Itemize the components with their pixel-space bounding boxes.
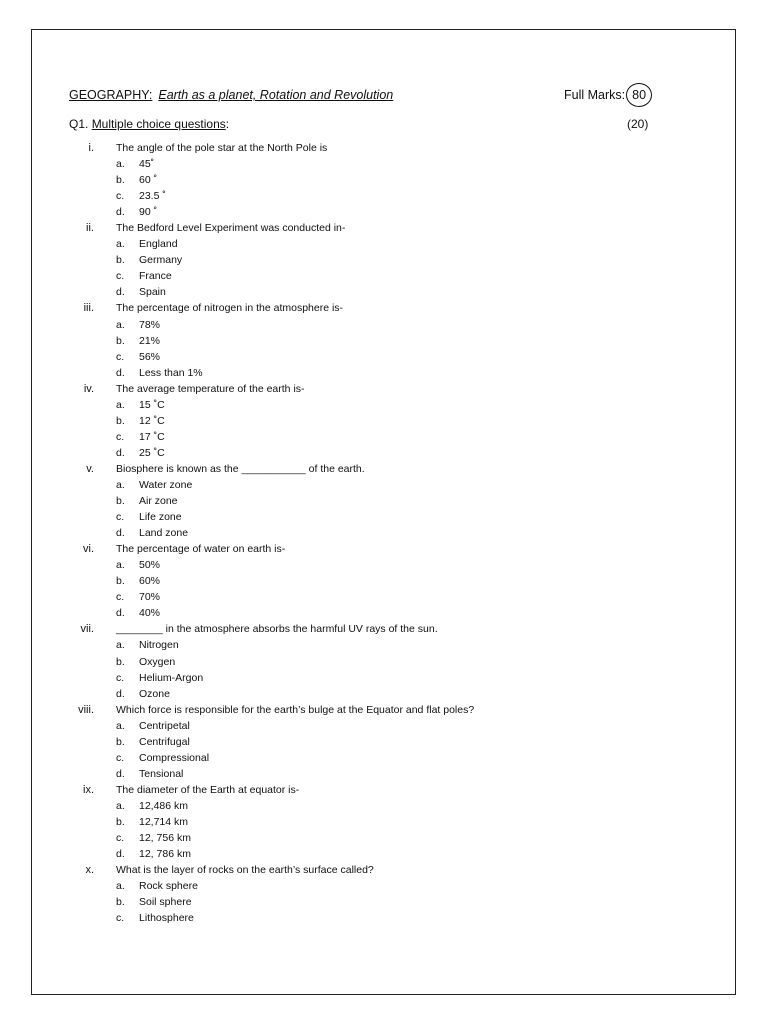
option-item xyxy=(0,910,768,926)
option-item xyxy=(0,156,768,172)
question-list xyxy=(0,140,768,926)
question-item xyxy=(0,862,768,878)
question-text: Biosphere is known as the ___________ of the earth. xyxy=(116,462,365,475)
option-letter: c. xyxy=(116,591,125,604)
option-item xyxy=(0,317,768,333)
question-text: The diameter of the Earth at equator is- xyxy=(116,783,300,796)
subject-title: GEOGRAPHY: xyxy=(69,88,153,102)
option-text: Centrifugal xyxy=(139,735,190,748)
option-letter: a. xyxy=(116,398,125,411)
option-item xyxy=(0,798,768,814)
option-item xyxy=(0,188,768,204)
option-text: Air zone xyxy=(139,495,178,508)
option-text: Centripetal xyxy=(139,719,190,732)
option-letter: d. xyxy=(116,286,125,299)
option-letter: a. xyxy=(116,238,125,251)
option-text: 60 ˚ xyxy=(139,174,158,187)
option-item xyxy=(0,349,768,365)
option-text: 12, 786 km xyxy=(139,848,191,861)
option-item xyxy=(0,605,768,621)
option-text: Land zone xyxy=(139,527,189,540)
option-text: Spain xyxy=(139,286,166,299)
option-item xyxy=(0,204,768,220)
topic-title: Earth as a planet, Rotation and Revolution xyxy=(158,88,394,102)
question-text: The percentage of nitrogen in the atmosphere is- xyxy=(116,302,344,315)
full-marks-value: 80 xyxy=(626,83,652,107)
question-item xyxy=(0,702,768,718)
option-item xyxy=(0,766,768,782)
full-marks-label: Full Marks: xyxy=(564,88,626,102)
option-letter: b. xyxy=(116,575,125,588)
option-item xyxy=(0,397,768,413)
question-number: ii. xyxy=(86,222,94,235)
option-text: Rock sphere xyxy=(139,880,198,893)
option-text: 12,486 km xyxy=(139,799,189,812)
option-item xyxy=(0,686,768,702)
option-letter: c. xyxy=(116,751,125,764)
option-letter: a. xyxy=(116,318,125,331)
option-item xyxy=(0,637,768,653)
option-text: 45˚ xyxy=(139,158,155,171)
option-text: Oxygen xyxy=(139,655,176,668)
option-item xyxy=(0,493,768,509)
option-item xyxy=(0,365,768,381)
question-text: ________ in the atmosphere absorbs the harmful UV rays of the sun. xyxy=(116,623,438,636)
question-item xyxy=(0,782,768,798)
document-header xyxy=(69,88,393,102)
option-text: England xyxy=(139,238,178,251)
option-item xyxy=(0,509,768,525)
option-letter: c. xyxy=(116,832,125,845)
option-letter: c. xyxy=(116,511,125,524)
option-text: Tensional xyxy=(139,767,184,780)
option-letter: d. xyxy=(116,767,125,780)
question-number: i. xyxy=(88,142,94,154)
option-letter: b. xyxy=(116,334,125,347)
option-item xyxy=(0,429,768,445)
option-text: 56% xyxy=(139,350,161,363)
option-text: 25 ˚C xyxy=(139,446,165,459)
question-item xyxy=(0,140,768,156)
question-number: vi. xyxy=(83,543,94,556)
option-item xyxy=(0,718,768,734)
question-text: The Bedford Level Experiment was conducted in- xyxy=(116,222,346,235)
option-letter: d. xyxy=(116,527,125,540)
option-item xyxy=(0,846,768,862)
option-item xyxy=(0,670,768,686)
option-item xyxy=(0,477,768,493)
option-letter: c. xyxy=(116,671,125,684)
option-letter: b. xyxy=(116,254,125,267)
option-letter: c. xyxy=(116,270,125,283)
option-item xyxy=(0,894,768,910)
option-item xyxy=(0,236,768,252)
option-item xyxy=(0,557,768,573)
question-item xyxy=(0,541,768,557)
option-item xyxy=(0,734,768,750)
option-item xyxy=(0,589,768,605)
option-letter: c. xyxy=(116,190,125,203)
question-text: The average temperature of the earth is- xyxy=(116,382,305,395)
option-item xyxy=(0,333,768,349)
option-item xyxy=(0,525,768,541)
option-text: Less than 1% xyxy=(139,366,203,379)
section-colon: : xyxy=(225,117,230,131)
option-letter: c. xyxy=(116,912,125,925)
option-text: 50% xyxy=(139,559,161,572)
full-marks xyxy=(564,83,652,107)
option-item xyxy=(0,750,768,766)
option-letter: a. xyxy=(116,158,125,171)
option-text: 12 ˚C xyxy=(139,414,165,427)
option-item xyxy=(0,284,768,300)
option-text: 90 ˚ xyxy=(139,206,158,219)
option-text: 40% xyxy=(139,607,161,620)
option-letter: a. xyxy=(116,799,125,812)
option-letter: c. xyxy=(116,430,125,443)
option-text: France xyxy=(139,270,172,283)
option-text: Soil sphere xyxy=(139,896,192,909)
option-letter: a. xyxy=(116,639,125,652)
option-text: Ozone xyxy=(139,687,170,700)
question-item xyxy=(0,381,768,397)
option-text: Germany xyxy=(139,254,183,267)
option-letter: b. xyxy=(116,655,125,668)
option-text: 17 ˚C xyxy=(139,430,165,443)
option-text: Nitrogen xyxy=(139,639,179,652)
option-letter: a. xyxy=(116,559,125,572)
option-letter: d. xyxy=(116,607,125,620)
option-text: 78% xyxy=(139,318,161,331)
section-label: Q1. xyxy=(69,117,89,131)
option-item xyxy=(0,413,768,429)
option-text: 15 ˚C xyxy=(139,398,165,411)
section-heading xyxy=(69,117,229,131)
question-item xyxy=(0,220,768,236)
option-item xyxy=(0,830,768,846)
option-letter: a. xyxy=(116,478,125,491)
option-letter: d. xyxy=(116,366,125,379)
question-number: ix. xyxy=(83,783,94,796)
option-item xyxy=(0,573,768,589)
question-item xyxy=(0,300,768,316)
section-marks: (20) xyxy=(627,117,649,131)
section-title: Multiple choice questions xyxy=(91,117,226,131)
option-item xyxy=(0,654,768,670)
option-text: 23.5 ˚ xyxy=(139,190,166,203)
option-text: Compressional xyxy=(139,751,210,764)
option-text: 70% xyxy=(139,591,161,604)
option-letter: b. xyxy=(116,174,125,187)
option-item xyxy=(0,252,768,268)
option-letter: b. xyxy=(116,896,125,909)
option-letter: b. xyxy=(116,735,125,748)
option-letter: d. xyxy=(116,446,125,459)
option-item xyxy=(0,445,768,461)
option-text: 12,714 km xyxy=(139,815,189,828)
option-text: 60% xyxy=(139,575,161,588)
option-item xyxy=(0,878,768,894)
option-letter: d. xyxy=(116,687,125,700)
option-letter: d. xyxy=(116,206,125,219)
option-item xyxy=(0,814,768,830)
option-letter: d. xyxy=(116,848,125,861)
question-item xyxy=(0,621,768,637)
option-letter: c. xyxy=(116,350,125,363)
option-text: Life zone xyxy=(139,511,182,524)
option-letter: a. xyxy=(116,880,125,893)
question-text: The angle of the pole star at the North Pole is xyxy=(116,142,328,154)
option-letter: a. xyxy=(116,719,125,732)
option-item xyxy=(0,172,768,188)
option-text: 12, 756 km xyxy=(139,832,191,845)
question-number: v. xyxy=(86,462,94,475)
option-text: 21% xyxy=(139,334,161,347)
question-text: The percentage of water on earth is- xyxy=(116,543,286,556)
option-text: Helium-Argon xyxy=(139,671,204,684)
question-number: vii. xyxy=(80,623,94,636)
option-text: Lithosphere xyxy=(139,912,194,925)
question-number: iii. xyxy=(83,302,94,315)
question-item xyxy=(0,461,768,477)
question-number: iv. xyxy=(83,382,94,395)
option-letter: b. xyxy=(116,815,125,828)
question-text: Which force is responsible for the earth’s bulge at the Equator and flat poles? xyxy=(116,703,475,716)
question-number: viii. xyxy=(78,703,94,716)
option-letter: b. xyxy=(116,414,125,427)
option-letter: b. xyxy=(116,495,125,508)
option-text: Water zone xyxy=(139,478,193,491)
question-text: What is the layer of rocks on the earth’s surface called? xyxy=(116,864,374,877)
question-number: x. xyxy=(85,864,94,877)
option-item xyxy=(0,268,768,284)
